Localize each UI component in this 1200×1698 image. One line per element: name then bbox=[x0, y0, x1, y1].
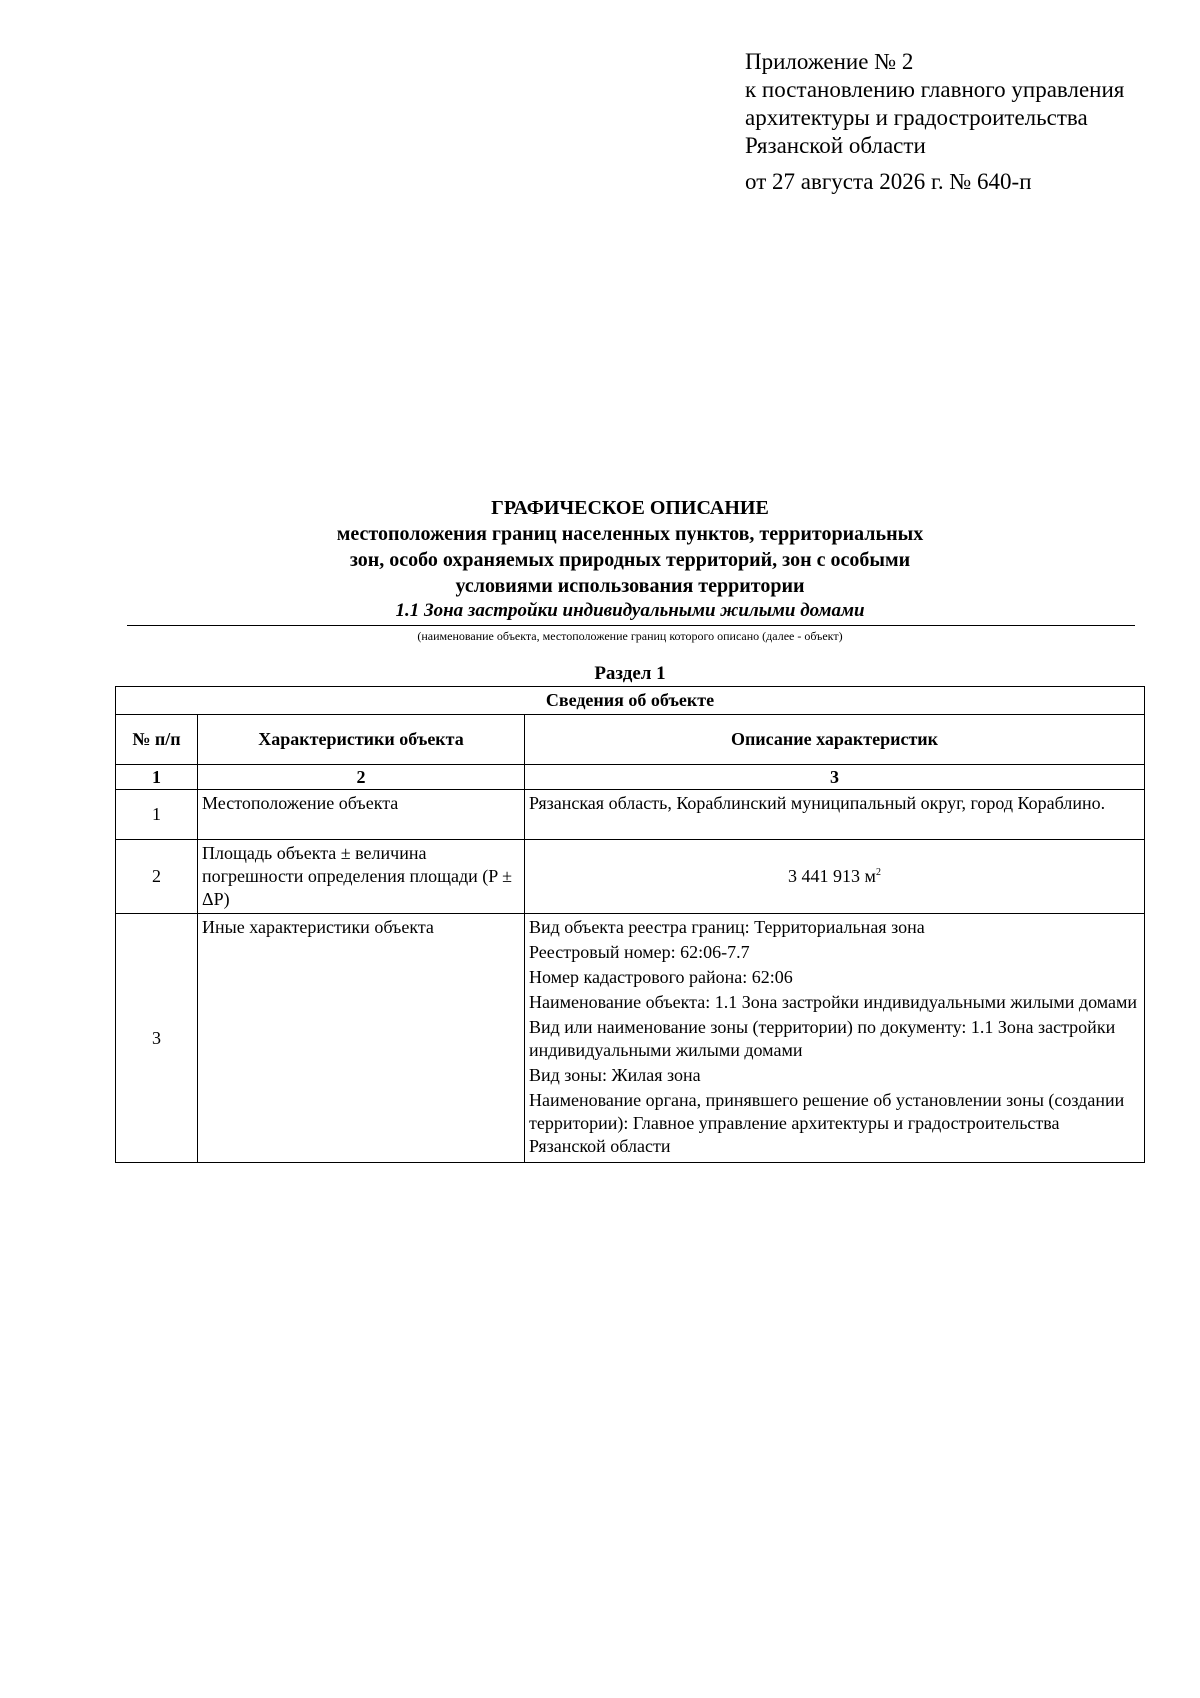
column-number-1: 1 bbox=[116, 765, 198, 790]
appendix-header bbox=[745, 48, 1165, 196]
appendix-ref-line-1: к постановлению главного управления bbox=[745, 77, 1125, 102]
row-number: 2 bbox=[116, 840, 198, 914]
column-number-2: 2 bbox=[198, 765, 525, 790]
row-description bbox=[525, 840, 1145, 914]
appendix-ref-line-3: Рязанской области bbox=[745, 133, 926, 158]
row-characteristic: Иные характеристики объекта bbox=[198, 914, 525, 1163]
description-line: Реестровый номер: 62:06-7.7 bbox=[529, 942, 750, 962]
table-row bbox=[116, 790, 1145, 840]
section-title: Раздел 1 bbox=[594, 663, 666, 684]
object-name-underline bbox=[127, 625, 1135, 626]
description-line: Вид зоны: Жилая зона bbox=[529, 1065, 701, 1085]
table-row bbox=[116, 914, 1145, 1163]
header-characteristic: Характеристики объекта bbox=[198, 715, 525, 765]
document-subtitle-line-3: условиями использования территории bbox=[455, 575, 805, 597]
header-description: Описание характеристик bbox=[525, 715, 1145, 765]
appendix-number: Приложение № 2 bbox=[745, 49, 914, 74]
description-line: Номер кадастрового района: 62:06 bbox=[529, 967, 793, 987]
row-characteristic: Площадь объекта ± величина погрешности определения площади (P ± ΔP) bbox=[198, 840, 525, 914]
header-number: № п/п bbox=[116, 715, 198, 765]
row-description bbox=[525, 914, 1145, 1163]
row-number: 3 bbox=[116, 914, 198, 1163]
object-info-table bbox=[115, 686, 1145, 1163]
description-line: Вид или наименование зоны (территории) по документу: 1.1 Зона застройки индивидуальными жилыми домами bbox=[529, 1017, 1116, 1060]
area-value: 3 441 913 м bbox=[788, 866, 876, 886]
object-name: 1.1 Зона застройки индивидуальными жилыми домами bbox=[395, 600, 865, 621]
row-characteristic: Местоположение объекта bbox=[198, 790, 525, 840]
appendix-ref-line-2: архитектуры и градостроительства bbox=[745, 105, 1088, 130]
document-subtitle-line-2: зон, особо охраняемых природных территорий, зон с особыми bbox=[349, 549, 911, 571]
row-description: Рязанская область, Кораблинский муниципальный округ, город Кораблино. bbox=[525, 790, 1145, 840]
table-title: Сведения об объекте bbox=[116, 687, 1145, 715]
row-number: 1 bbox=[116, 790, 198, 840]
description-line: Наименование органа, принявшего решение об установлении зоны (создании территории): Главное управление архитектуры и градостроительства Рязанской области bbox=[529, 1090, 1125, 1156]
description-line: Вид объекта реестра границ: Территориальная зона bbox=[529, 917, 925, 937]
area-unit-exponent: 2 bbox=[875, 867, 881, 878]
object-caption: (наименование объекта, местоположение границ которого описано (далее - объект) bbox=[417, 629, 843, 643]
document-title: ГРАФИЧЕСКОЕ ОПИСАНИЕ bbox=[491, 497, 769, 519]
document-subtitle-line-1: местоположения границ населенных пунктов, территориальных bbox=[336, 523, 924, 545]
column-number-3: 3 bbox=[525, 765, 1145, 790]
document-title-block bbox=[125, 495, 1135, 644]
table-row bbox=[116, 840, 1145, 914]
description-line: Наименование объекта: 1.1 Зона застройки индивидуальными жилыми домами bbox=[529, 992, 1138, 1012]
appendix-date: от 27 августа 2026 г. № 640-п bbox=[745, 169, 1032, 194]
